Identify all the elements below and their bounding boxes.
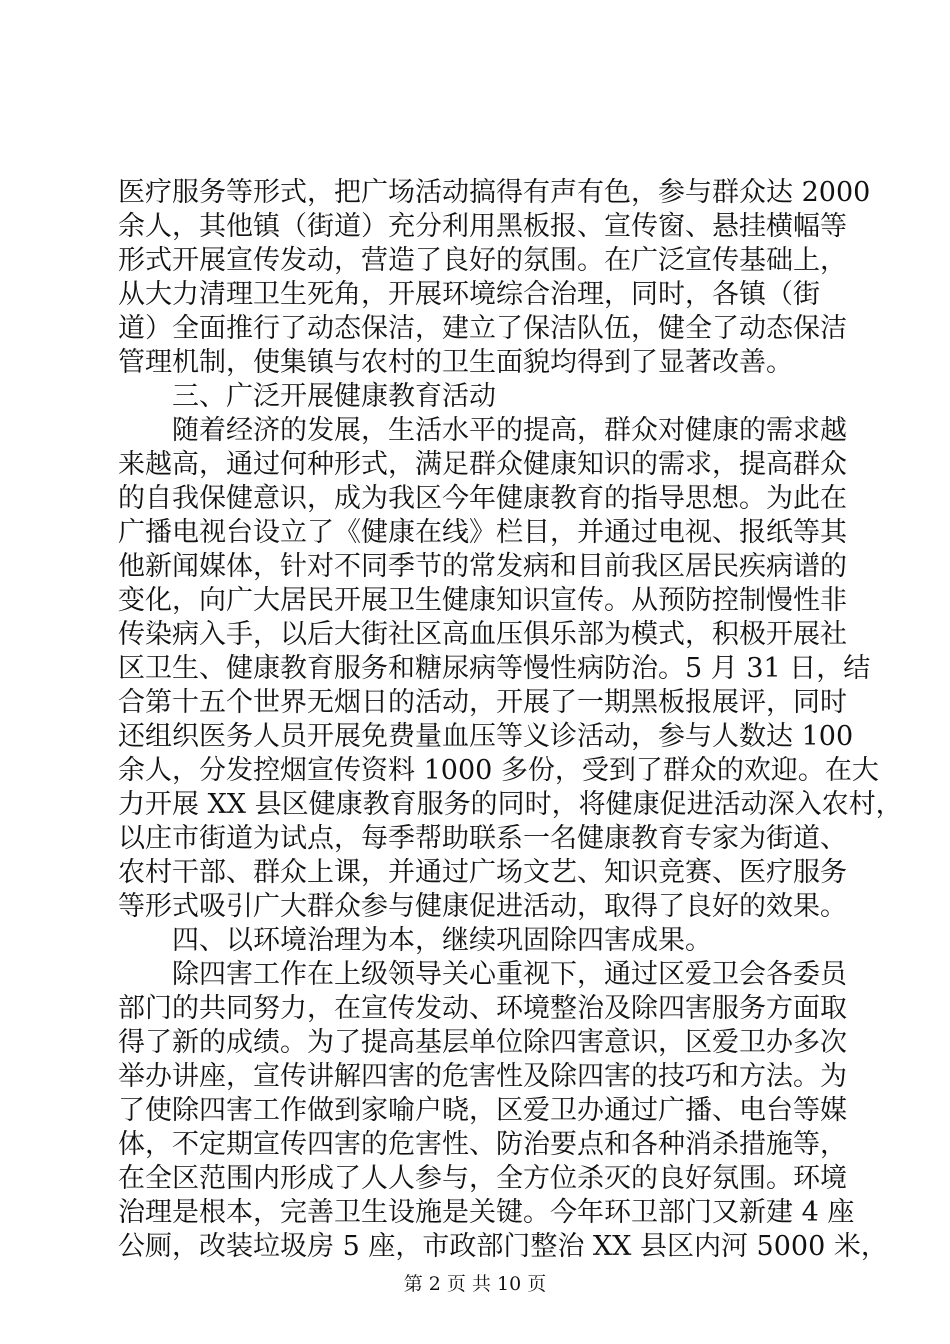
body-line-31: 治理是根本，完善卫生设施是关键。今年环卫部门又新建 4 座	[118, 1197, 855, 1228]
body-line-28: 了使除四害工作做到家喻户晓，区爱卫办通过广播、电台等媒	[118, 1095, 847, 1126]
body-line-4: 从大力清理卫生死角，开展环境综合治理，同时，各镇（街	[118, 279, 820, 310]
body-line-9: 来越高，通过何种形式，满足群众健康知识的需求，提高群众	[118, 449, 847, 480]
body-line-29: 体，不定期宣传四害的危害性、防治要点和各种消杀措施等，	[118, 1129, 847, 1160]
page-number-footer: 第 2 页 共 10 页	[403, 1273, 547, 1295]
body-line-10: 的自我保健意识，成为我区今年健康教育的指导思想。为此在	[118, 483, 847, 514]
body-line-1: 医疗服务等形式，把广场活动搞得有声有色，参与群众达 2000	[118, 177, 871, 208]
body-line-32: 公厕，改装垃圾房 5 座，市政部门整治 XX 县区内河 5000 米，	[118, 1231, 888, 1262]
body-line-19: 力开展 XX 县区健康教育服务的同时，将健康促进活动深入农村，	[118, 789, 903, 820]
body-line-12: 他新闻媒体，针对不同季节的常发病和目前我区居民疾病谱的	[118, 551, 847, 582]
body-line-20: 以庄市街道为试点，每季帮助联系一名健康教育专家为街道、	[118, 823, 847, 854]
body-line-13: 变化，向广大居民开展卫生健康知识宣传。从预防控制慢性非	[118, 585, 847, 616]
body-line-26: 得了新的成绩。为了提高基层单位除四害意识，区爱卫办多次	[118, 1027, 847, 1058]
paragraph-start-line: 随着经济的发展，生活水平的提高，群众对健康的需求越	[172, 415, 847, 446]
body-line-17: 还组织医务人员开展免费量血压等义诊活动，参与人数达 100	[118, 721, 854, 752]
section-heading-4: 四、以环境治理为本，继续巩固除四害成果。	[172, 925, 712, 956]
body-line-3: 形式开展宣传发动，营造了良好的氛围。在广泛宣传基础上，	[118, 245, 847, 276]
body-line-14: 传染病入手，以后大街社区高血压俱乐部为模式，积极开展社	[118, 619, 847, 650]
body-line-25: 部门的共同努力，在宣传发动、环境整治及除四害服务方面取	[118, 993, 847, 1024]
body-line-6: 管理机制，使集镇与农村的卫生面貌均得到了显著改善。	[118, 347, 793, 378]
body-line-18: 余人，分发控烟宣传资料 1000 多份，受到了群众的欢迎。在大	[118, 755, 879, 786]
section-heading-3: 三、广泛开展健康教育活动	[172, 381, 496, 412]
body-line-22: 等形式吸引广大群众参与健康促进活动，取得了良好的效果。	[118, 891, 847, 922]
body-line-11: 广播电视台设立了《健康在线》栏目，并通过电视、报纸等其	[118, 517, 847, 548]
body-line-15: 区卫生、健康教育服务和糖尿病等慢性病防治。5 月 31 日，结	[118, 653, 871, 684]
body-line-16: 合第十五个世界无烟日的活动，开展了一期黑板报展评，同时	[118, 687, 847, 718]
body-line-5: 道）全面推行了动态保洁，建立了保洁队伍，健全了动态保洁	[118, 313, 847, 344]
body-line-27: 举办讲座，宣传讲解四害的危害性及除四害的技巧和方法。为	[118, 1061, 847, 1092]
body-line-21: 农村干部、群众上课，并通过广场文艺、知识竞赛、医疗服务	[118, 857, 847, 888]
paragraph-start-line: 除四害工作在上级领导关心重视下，通过区爱卫会各委员	[172, 959, 847, 990]
body-line-30: 在全区范围内形成了人人参与，全方位杀灭的良好氛围。环境	[118, 1163, 847, 1194]
body-line-2: 余人，其他镇（街道）充分利用黑板报、宣传窗、悬挂横幅等	[118, 211, 847, 242]
